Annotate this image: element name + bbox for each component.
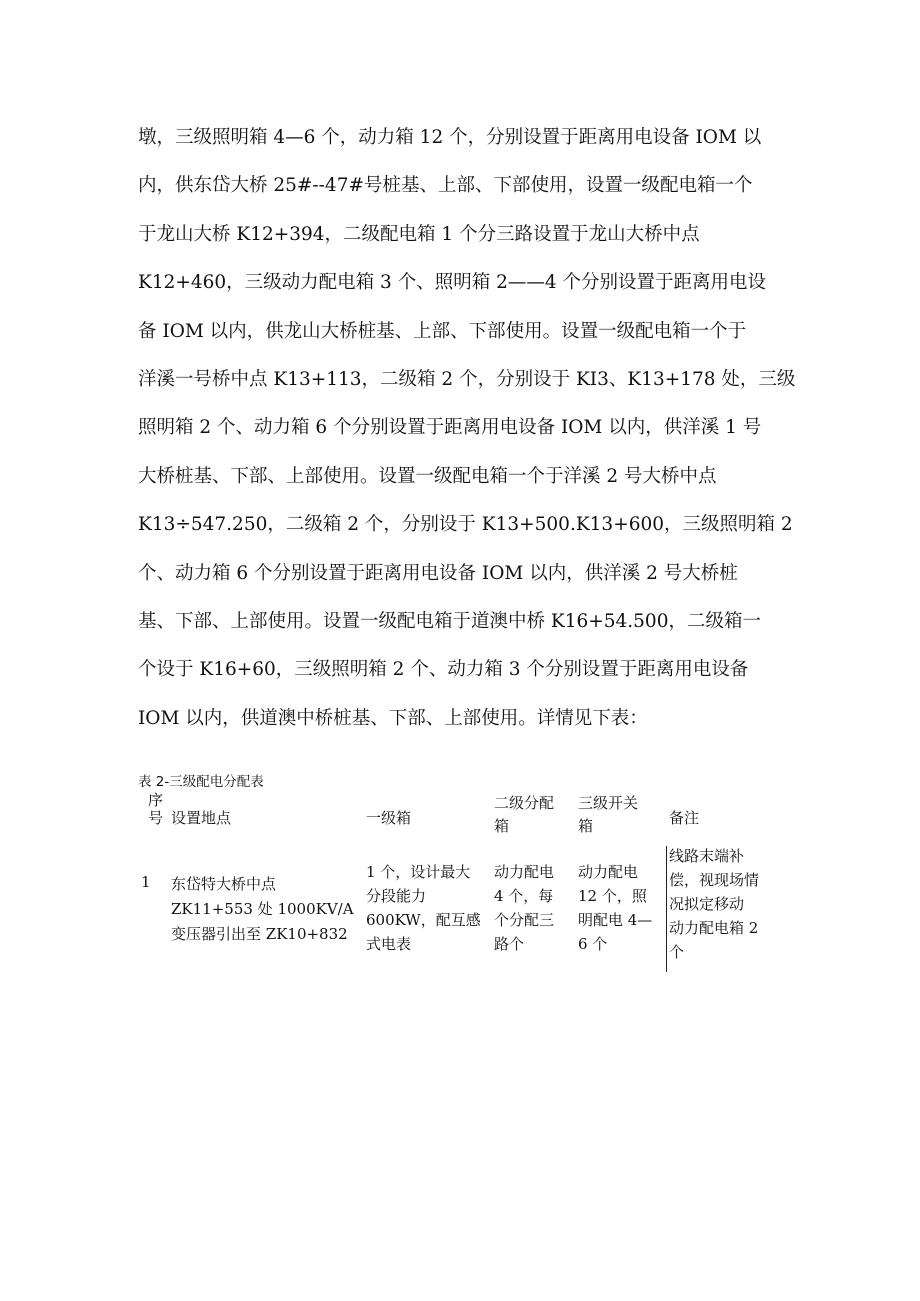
body-line: K12+460，三级动力配电箱 3 个、照明箱 2——4 个分别设置于距离用电设 [138, 272, 767, 294]
row-level2-line: 路个 [494, 935, 525, 953]
body-line: 内，供东岱大桥 25#--47#号桩基、上部、下部使用，设置一级配电箱一个 [138, 175, 753, 197]
header-remark: 备注 [669, 809, 700, 827]
row-seq: 1 [141, 873, 151, 891]
row-level3-line: 动力配电 [578, 863, 639, 881]
row-level3-line: 6 个 [578, 935, 608, 953]
body-line: 基、下部、上部使用。设置一级配电箱于道澳中桥 K16+54.500，二级箱一 [138, 610, 761, 632]
body-line: K13÷547.250，二级箱 2 个，分别设于 K13+500.K13+600，三级照明箱 2 [138, 514, 793, 536]
header-level2-bottom: 箱 [494, 817, 510, 835]
row-level1-line: 分段能力 [366, 887, 427, 905]
row-location-line: 东岱特大桥中点 [171, 875, 277, 893]
row-remark-line: 线路末端补 [669, 847, 745, 865]
row-level1-line: 式电表 [366, 935, 412, 953]
row-level1-line: 600KW，配互感 [366, 911, 481, 929]
body-line: 于龙山大桥 K12+394，二级配电箱 1 个分三路设置于龙山大桥中点 [138, 223, 700, 245]
row-level3-line: 12 个，照 [578, 887, 647, 905]
body-line: 大桥桩基、下部、上部使用。设置一级配电箱一个于洋溪 2 号大桥中点 [138, 465, 717, 487]
row-level3-line: 明配电 4— [578, 911, 653, 929]
header-seq-bottom: 号 [148, 809, 164, 827]
row-level2-line: 个分配三 [494, 911, 555, 929]
body-line: 个设于 K16+60，三级照明箱 2 个、动力箱 3 个分别设置于距离用电设备 [138, 659, 749, 681]
row-remark-line: 个 [669, 943, 685, 961]
header-level3-bottom: 箱 [578, 817, 594, 835]
row-remark-line: 况拟定移动 [669, 895, 745, 913]
row-location-line: ZK11+553 处 1000KV/A [171, 900, 354, 918]
row-location-line: 变压器引出至 ZK10+832 [171, 925, 348, 943]
header-level3-top: 三级开关 [578, 794, 639, 812]
row-remark-line: 偿，视现场情 [669, 871, 760, 889]
body-line: 个、动力箱 6 个分别设置于距离用电设备 IOM 以内，供洋溪 2 号大桥桩 [138, 562, 738, 584]
header-seq-top: 序 [148, 791, 164, 809]
header-location: 设置地点 [171, 809, 232, 827]
header-level1: 一级箱 [366, 809, 412, 827]
body-line: 备 IOM 以内，供龙山大桥桩基、上部、下部使用。设置一级配电箱一个于 [138, 320, 747, 342]
header-level2-top: 二级分配 [494, 794, 555, 812]
row-level2-line: 4 个，每 [494, 887, 554, 905]
body-line: IOM 以内，供道澳中桥桩基、下部、上部使用。详情见下表： [138, 707, 648, 729]
row-level2-line: 动力配电 [494, 863, 555, 881]
table-column-divider [666, 846, 667, 972]
body-line: 照明箱 2 个、动力箱 6 个分别设置于距离用电设备 IOM 以内，供洋溪 1 号 [138, 417, 762, 439]
body-paragraph [138, 118, 796, 747]
body-line: 洋溪一号桥中点 K13+113，二级箱 2 个，分别设于 KI3、K13+178 处，三级 [138, 368, 796, 390]
body-line: 墩，三级照明箱 4—6 个，动力箱 12 个，分别设置于距离用电设备 IOM 以 [138, 127, 762, 148]
row-remark-line: 动力配电箱 2 [669, 919, 759, 937]
table-caption: 表 2-三级配电分配表 [138, 774, 264, 790]
row-level1-line: 1 个，设计最大 [366, 863, 471, 881]
